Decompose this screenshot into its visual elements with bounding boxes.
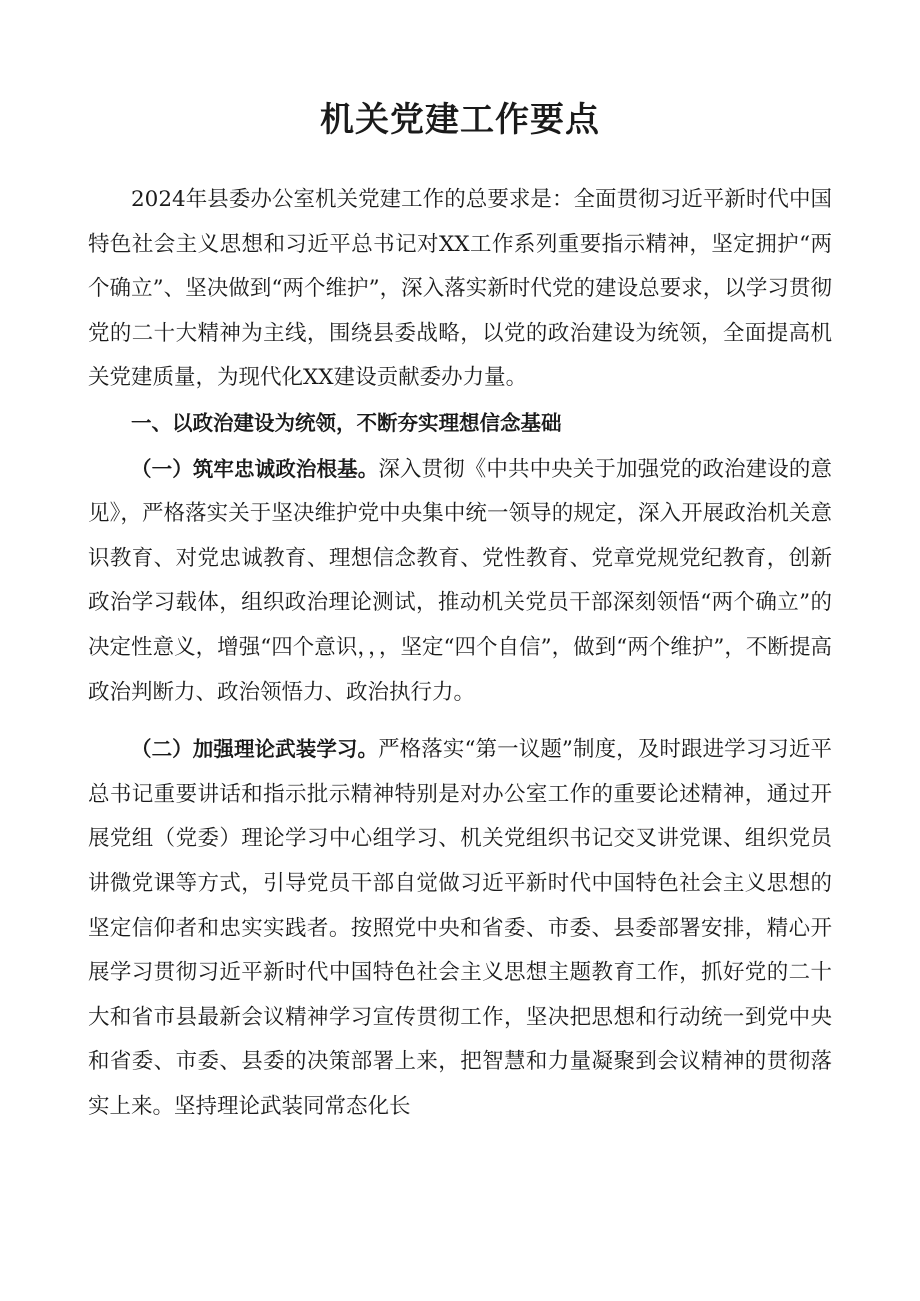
- item-2-text: 严格落实“第一议题”制度，及时跟进学习习近平总书记重要讲话和指示批示精神特别是对办公室工作的重要论述精神，通过开展党组（党委）理论学习中心组学习、机关党组织书记交叉讲党课、组织党员讲微党课等方式，引导党员干部自觉做习近平新时代中国特色社会主义思想的坚定信仰者和忠实实践者。按照党中央和省委、市委、县委部署安排，精心开展学习贯彻习近平新时代中国特色社会主义思想主题教育工作，抓好党的二十大和省市县最新会议精神学习宣传贯彻工作，坚决把思想和行动统一到党中央和省委、市委、县委的决策部署上来，把智慧和力量凝聚到会议精神的贯彻落实上来。坚持理论武装同常态化长: [88, 737, 832, 1119]
- item-2-lead: （二）加强理论武装学习。: [131, 737, 379, 762]
- section-heading: [88, 401, 832, 447]
- item-2-paragraph: [88, 727, 832, 1129]
- document-title: 机关党建工作要点: [320, 100, 600, 140]
- item-1-lead: （一）筑牢忠诚政治根基。: [131, 456, 379, 481]
- section-1-heading: 一、以政治建设为统领，不断夯实理想信念基础: [131, 410, 562, 435]
- intro-paragraph: 2024年县委办公室机关党建工作的总要求是：全面贯彻习近平新时代中国特色社会主义思想和习近平总书记对XX工作系列重要指示精神，坚定拥护“两个确立”、坚决做到“两个维护”，深入落实新时代党的建设总要求，以学习贯彻党的二十大精神为主线，围绕县委战略，以党的政治建设为统领，全面提高机关党建质量，为现代化XX建设贡献委办力量。: [88, 187, 832, 391]
- item-1-paragraph: [88, 447, 832, 716]
- item-1-text: 深入贯彻《中共中央关于加强党的政治建设的意见》，严格落实关于坚决维护党中央集中统一领导的规定，深入开展政治机关意识教育、对党忠诚教育、理想信念教育、党性教育、党章党规党纪教育，创新政治学习载体，组织政治理论测试，推动机关党员干部深刻领悟“两个确立”的决定性意义，增强“四个意识，，，坚定“四个自信”，做到“两个维护”，不断提高政治判断力、政治领悟力、政治执行力。: [88, 456, 832, 705]
- document-body: [88, 178, 832, 1129]
